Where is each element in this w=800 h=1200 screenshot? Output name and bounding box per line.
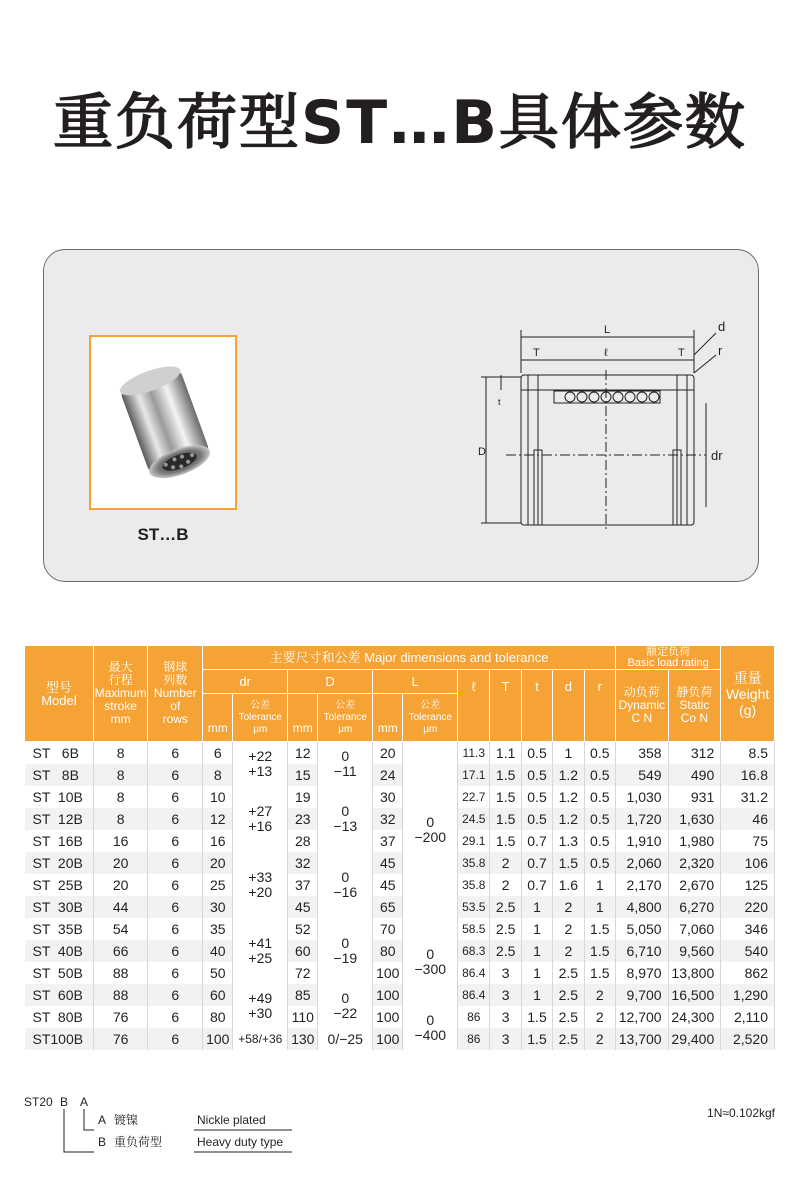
cell-dr: 50: [203, 962, 233, 984]
cell-D: 72: [288, 962, 318, 984]
table-row: [25, 1028, 775, 1050]
table-row: [25, 874, 775, 896]
th-dynamic: 动负荷 Dynamic C N: [615, 670, 668, 742]
cell-l: 68.3: [458, 940, 490, 962]
cell-r: 0.5: [584, 852, 615, 874]
cell-dr-tolerance: +49 +30: [233, 984, 288, 1028]
table-row: [25, 984, 775, 1006]
cell-d: 1.2: [553, 808, 584, 830]
cell-dr: 10: [203, 786, 233, 808]
cell-static: 29,400: [668, 1028, 721, 1050]
th-model: 型号 Model: [25, 646, 94, 742]
cell-stroke: 88: [93, 962, 148, 984]
cell-l: 24.5: [458, 808, 490, 830]
unit-note: 1N≈0.102kgf: [707, 1106, 775, 1120]
cell-d: 2: [553, 896, 584, 918]
cell-L: 20: [373, 742, 403, 765]
cell-dynamic: 4,800: [615, 896, 668, 918]
cell-model: ST 35B: [25, 918, 94, 940]
th-T: T: [490, 670, 521, 742]
legend-diagram: [24, 1092, 324, 1162]
cell-t: 1: [521, 940, 552, 962]
th-static: 静负荷 Static Co N: [668, 670, 721, 742]
cell-T: 1.5: [490, 764, 521, 786]
legend-a-cn: 镀镍: [114, 1113, 139, 1127]
legend-letter-b: B: [60, 1095, 69, 1109]
cell-dynamic: 1,720: [615, 808, 668, 830]
cell-d: 2.5: [553, 1006, 584, 1028]
cell-t: 0.7: [521, 852, 552, 874]
cell-t: 0.5: [521, 808, 552, 830]
table-row: [25, 830, 775, 852]
cell-T: 1.5: [490, 786, 521, 808]
cell-weight: 540: [721, 940, 775, 962]
cell-r: 0.5: [584, 786, 615, 808]
cell-stroke: 44: [93, 896, 148, 918]
th-dr: dr: [203, 670, 288, 694]
table-row: [25, 764, 775, 786]
cell-l: 11.3: [458, 742, 490, 765]
label-r: r: [718, 343, 723, 358]
th-D-tol: 公差 Tolerance μm: [318, 694, 373, 742]
cell-l: 86.4: [458, 962, 490, 984]
cell-D: 110: [288, 1006, 318, 1028]
cell-static: 24,300: [668, 1006, 721, 1028]
th-L: L: [373, 670, 458, 694]
cell-dr: 12: [203, 808, 233, 830]
cell-l: 58.5: [458, 918, 490, 940]
cell-T: 2: [490, 852, 521, 874]
cell-rows: 6: [148, 874, 203, 896]
table-row: [25, 962, 775, 984]
cell-dr-tolerance: +41 +25: [233, 918, 288, 984]
cell-t: 1.5: [521, 1028, 552, 1050]
cell-dynamic: 1,910: [615, 830, 668, 852]
cell-rows: 6: [148, 764, 203, 786]
cell-dr: 80: [203, 1006, 233, 1028]
cell-static: 312: [668, 742, 721, 765]
cell-weight: 1,290: [721, 984, 775, 1006]
cell-r: 2: [584, 1006, 615, 1028]
legend-b-cn: 重负荷型: [114, 1135, 163, 1149]
cell-dynamic: 13,700: [615, 1028, 668, 1050]
th-stroke: 最大 行程 Maximum stroke mm: [93, 646, 148, 742]
cell-t: 1: [521, 896, 552, 918]
label-T-left: T: [533, 347, 540, 359]
cell-D: 52: [288, 918, 318, 940]
cell-L: 30: [373, 786, 403, 808]
cell-T: 3: [490, 962, 521, 984]
product-photo: [89, 335, 237, 510]
cell-L: 100: [373, 962, 403, 984]
legend-a-en: Nickle plated: [197, 1113, 266, 1127]
cell-D: 32: [288, 852, 318, 874]
cell-dr: 20: [203, 852, 233, 874]
cell-T: 3: [490, 1006, 521, 1028]
cell-model: ST 80B: [25, 1006, 94, 1028]
cell-l: 35.8: [458, 874, 490, 896]
cell-weight: 31.2: [721, 786, 775, 808]
cell-t: 0.5: [521, 742, 552, 765]
cell-static: 931: [668, 786, 721, 808]
cell-T: 3: [490, 984, 521, 1006]
cell-model: ST 10B: [25, 786, 94, 808]
th-D-mm: mm: [288, 694, 318, 742]
bearing-photo-image: [91, 337, 235, 508]
cell-l: 35.8: [458, 852, 490, 874]
cell-D: 23: [288, 808, 318, 830]
cell-dr: 8: [203, 764, 233, 786]
cell-D: 12: [288, 742, 318, 765]
cell-model: ST 20B: [25, 852, 94, 874]
table-row: [25, 852, 775, 874]
cell-t: 0.5: [521, 764, 552, 786]
legend-a-key: A: [98, 1113, 107, 1127]
cell-t: 1: [521, 984, 552, 1006]
cell-T: 1.1: [490, 742, 521, 765]
cell-D: 19: [288, 786, 318, 808]
cell-static: 1,630: [668, 808, 721, 830]
cell-static: 9,560: [668, 940, 721, 962]
model-code-legend: [24, 1092, 324, 1165]
dimension-drawing: [466, 315, 736, 530]
th-L-mm: mm: [373, 694, 403, 742]
cell-dr-tolerance: +27 +16: [233, 786, 288, 852]
cell-r: 1: [584, 874, 615, 896]
label-l: ℓ: [604, 347, 608, 359]
label-T-right: T: [678, 347, 685, 359]
cell-L: 100: [373, 1006, 403, 1028]
cell-dr: 100: [203, 1028, 233, 1050]
th-D: D: [288, 670, 373, 694]
th-r: r: [584, 670, 615, 742]
cell-D-tolerance: 0 −13: [318, 786, 373, 852]
cell-model: ST 30B: [25, 896, 94, 918]
cell-l: 22.7: [458, 786, 490, 808]
cell-model: ST 16B: [25, 830, 94, 852]
cell-dynamic: 5,050: [615, 918, 668, 940]
cell-L: 45: [373, 852, 403, 874]
cell-r: 2: [584, 984, 615, 1006]
cell-rows: 6: [148, 940, 203, 962]
cell-dr: 6: [203, 742, 233, 765]
cell-D: 130: [288, 1028, 318, 1050]
table-row: [25, 786, 775, 808]
spec-table: [24, 645, 775, 1050]
cell-model: ST 6B: [25, 742, 94, 765]
th-weight: 重量 Weight (g): [721, 646, 775, 742]
cell-rows: 6: [148, 896, 203, 918]
cell-stroke: 54: [93, 918, 148, 940]
cell-static: 16,500: [668, 984, 721, 1006]
cell-dr: 25: [203, 874, 233, 896]
cell-static: 2,320: [668, 852, 721, 874]
label-dr: dr: [711, 448, 723, 463]
legend-code: ST20: [24, 1095, 53, 1109]
cell-dr: 30: [203, 896, 233, 918]
cell-d: 2: [553, 918, 584, 940]
cell-static: 490: [668, 764, 721, 786]
cell-D: 85: [288, 984, 318, 1006]
cell-D: 15: [288, 764, 318, 786]
cell-L: 100: [373, 984, 403, 1006]
table-row: [25, 808, 775, 830]
cell-model: ST 50B: [25, 962, 94, 984]
cell-L: 80: [373, 940, 403, 962]
cell-weight: 862: [721, 962, 775, 984]
photo-caption: ST…B: [137, 525, 189, 544]
cell-t: 1: [521, 962, 552, 984]
cell-stroke: 76: [93, 1028, 148, 1050]
cell-T: 2.5: [490, 896, 521, 918]
cell-d: 1.3: [553, 830, 584, 852]
cell-r: 1.5: [584, 962, 615, 984]
cell-rows: 6: [148, 786, 203, 808]
cell-rows: 6: [148, 852, 203, 874]
cell-stroke: 66: [93, 940, 148, 962]
cell-stroke: 20: [93, 852, 148, 874]
cell-L: 100: [373, 1028, 403, 1050]
cell-model: ST 12B: [25, 808, 94, 830]
cell-L-tolerance: 0 −200: [403, 742, 458, 919]
cell-dynamic: 2,060: [615, 852, 668, 874]
cell-d: 1: [553, 742, 584, 765]
cell-model: ST 8B: [25, 764, 94, 786]
cell-r: 0.5: [584, 764, 615, 786]
cell-stroke: 20: [93, 874, 148, 896]
cell-stroke: 8: [93, 764, 148, 786]
cell-L: 70: [373, 918, 403, 940]
cell-weight: 8.5: [721, 742, 775, 765]
cell-r: 0.5: [584, 808, 615, 830]
cell-dynamic: 8,970: [615, 962, 668, 984]
cell-d: 2.5: [553, 962, 584, 984]
cell-stroke: 8: [93, 808, 148, 830]
cell-model: ST 25B: [25, 874, 94, 896]
cell-d: 2.5: [553, 984, 584, 1006]
cell-D: 60: [288, 940, 318, 962]
cell-rows: 6: [148, 962, 203, 984]
table-row: [25, 896, 775, 918]
cell-d: 2: [553, 940, 584, 962]
cell-dynamic: 12,700: [615, 1006, 668, 1028]
cell-D: 45: [288, 896, 318, 918]
cell-L: 45: [373, 874, 403, 896]
cell-T: 2: [490, 874, 521, 896]
cell-rows: 6: [148, 1028, 203, 1050]
table-row: [25, 742, 775, 765]
table-row: [25, 918, 775, 940]
cell-static: 7,060: [668, 918, 721, 940]
cell-T: 2.5: [490, 940, 521, 962]
cell-dr: 16: [203, 830, 233, 852]
cell-L-tolerance: 0 −400: [403, 1006, 458, 1050]
cell-l: 29.1: [458, 830, 490, 852]
legend-b-en: Heavy duty type: [197, 1135, 284, 1149]
cell-r: 1.5: [584, 918, 615, 940]
th-dr-tol: 公差 Tolerance μm: [233, 694, 288, 742]
cell-weight: 46: [721, 808, 775, 830]
cell-rows: 6: [148, 918, 203, 940]
label-L: L: [604, 324, 611, 336]
cell-T: 1.5: [490, 808, 521, 830]
cell-dr: 60: [203, 984, 233, 1006]
legend-b-key: B: [98, 1135, 107, 1149]
cell-dr-tolerance: +58/+36: [233, 1028, 288, 1050]
cell-stroke: 88: [93, 984, 148, 1006]
cell-l: 86.4: [458, 984, 490, 1006]
legend-letter-a: A: [80, 1095, 89, 1109]
cell-l: 86: [458, 1006, 490, 1028]
cell-dynamic: 358: [615, 742, 668, 765]
th-L-tol: 公差 Tolerance μm: [403, 694, 458, 742]
cell-t: 0.7: [521, 830, 552, 852]
cell-dr: 35: [203, 918, 233, 940]
cell-rows: 6: [148, 808, 203, 830]
th-major: 主要尺寸和公差 Major dimensions and tolerance: [203, 646, 616, 670]
cell-d: 1.2: [553, 786, 584, 808]
cell-weight: 75: [721, 830, 775, 852]
th-load: 额定负荷 Basic load rating: [615, 646, 720, 670]
cell-d: 1.2: [553, 764, 584, 786]
cell-dynamic: 549: [615, 764, 668, 786]
cell-D-tolerance: 0 −19: [318, 918, 373, 984]
cell-rows: 6: [148, 830, 203, 852]
cell-static: 1,980: [668, 830, 721, 852]
cell-t: 0.5: [521, 786, 552, 808]
cell-r: 1: [584, 896, 615, 918]
cell-r: 0.5: [584, 742, 615, 765]
cell-stroke: 8: [93, 786, 148, 808]
label-D: D: [478, 446, 486, 458]
cell-L: 65: [373, 896, 403, 918]
cell-weight: 106: [721, 852, 775, 874]
cell-r: 1.5: [584, 940, 615, 962]
cell-dr: 40: [203, 940, 233, 962]
cell-model: ST100B: [25, 1028, 94, 1050]
page-title: 重负荷型ST…B具体参数: [53, 88, 747, 158]
cell-t: 0.7: [521, 874, 552, 896]
cell-D-tolerance: 0 −16: [318, 852, 373, 918]
th-d: d: [553, 670, 584, 742]
cell-D: 37: [288, 874, 318, 896]
cell-l: 53.5: [458, 896, 490, 918]
cell-weight: 2,520: [721, 1028, 775, 1050]
cell-stroke: 16: [93, 830, 148, 852]
cell-T: 3: [490, 1028, 521, 1050]
table-row: [25, 1006, 775, 1028]
cell-d: 2.5: [553, 1028, 584, 1050]
cell-dr-tolerance: +33 +20: [233, 852, 288, 918]
cell-D-tolerance: 0/−25: [318, 1028, 373, 1050]
cell-weight: 346: [721, 918, 775, 940]
cell-weight: 16.8: [721, 764, 775, 786]
cell-dynamic: 6,710: [615, 940, 668, 962]
cell-dynamic: 9,700: [615, 984, 668, 1006]
cell-D-tolerance: 0 −22: [318, 984, 373, 1028]
cell-r: 0.5: [584, 830, 615, 852]
cell-L: 24: [373, 764, 403, 786]
cell-T: 1.5: [490, 830, 521, 852]
cell-model: ST 60B: [25, 984, 94, 1006]
cell-dr-tolerance: +22 +13: [233, 742, 288, 787]
cell-T: 2.5: [490, 918, 521, 940]
th-t: t: [521, 670, 552, 742]
cell-l: 86: [458, 1028, 490, 1050]
cell-l: 17.1: [458, 764, 490, 786]
label-d: d: [718, 319, 726, 334]
cell-weight: 2,110: [721, 1006, 775, 1028]
spec-table-body: [25, 742, 775, 1051]
th-l: ℓ: [458, 670, 490, 742]
cell-static: 6,270: [668, 896, 721, 918]
cell-L: 32: [373, 808, 403, 830]
cell-L: 37: [373, 830, 403, 852]
cell-rows: 6: [148, 742, 203, 765]
cell-dynamic: 1,030: [615, 786, 668, 808]
cell-stroke: 76: [93, 1006, 148, 1028]
cell-d: 1.6: [553, 874, 584, 896]
th-rows: 钢球 列数 Number of rows: [148, 646, 203, 742]
cell-rows: 6: [148, 984, 203, 1006]
cell-static: 13,800: [668, 962, 721, 984]
cell-dynamic: 2,170: [615, 874, 668, 896]
cell-rows: 6: [148, 1006, 203, 1028]
cell-weight: 220: [721, 896, 775, 918]
th-dr-mm: mm: [203, 694, 233, 742]
cell-d: 1.5: [553, 852, 584, 874]
cell-L-tolerance: 0 −300: [403, 918, 458, 1006]
cell-D: 28: [288, 830, 318, 852]
cell-t: 1.5: [521, 1006, 552, 1028]
cell-r: 2: [584, 1028, 615, 1050]
cell-weight: 125: [721, 874, 775, 896]
label-t: t: [498, 397, 501, 407]
cell-model: ST 40B: [25, 940, 94, 962]
cell-static: 2,670: [668, 874, 721, 896]
table-row: [25, 940, 775, 962]
cell-stroke: 8: [93, 742, 148, 765]
cell-t: 1: [521, 918, 552, 940]
cell-D-tolerance: 0 −11: [318, 742, 373, 787]
